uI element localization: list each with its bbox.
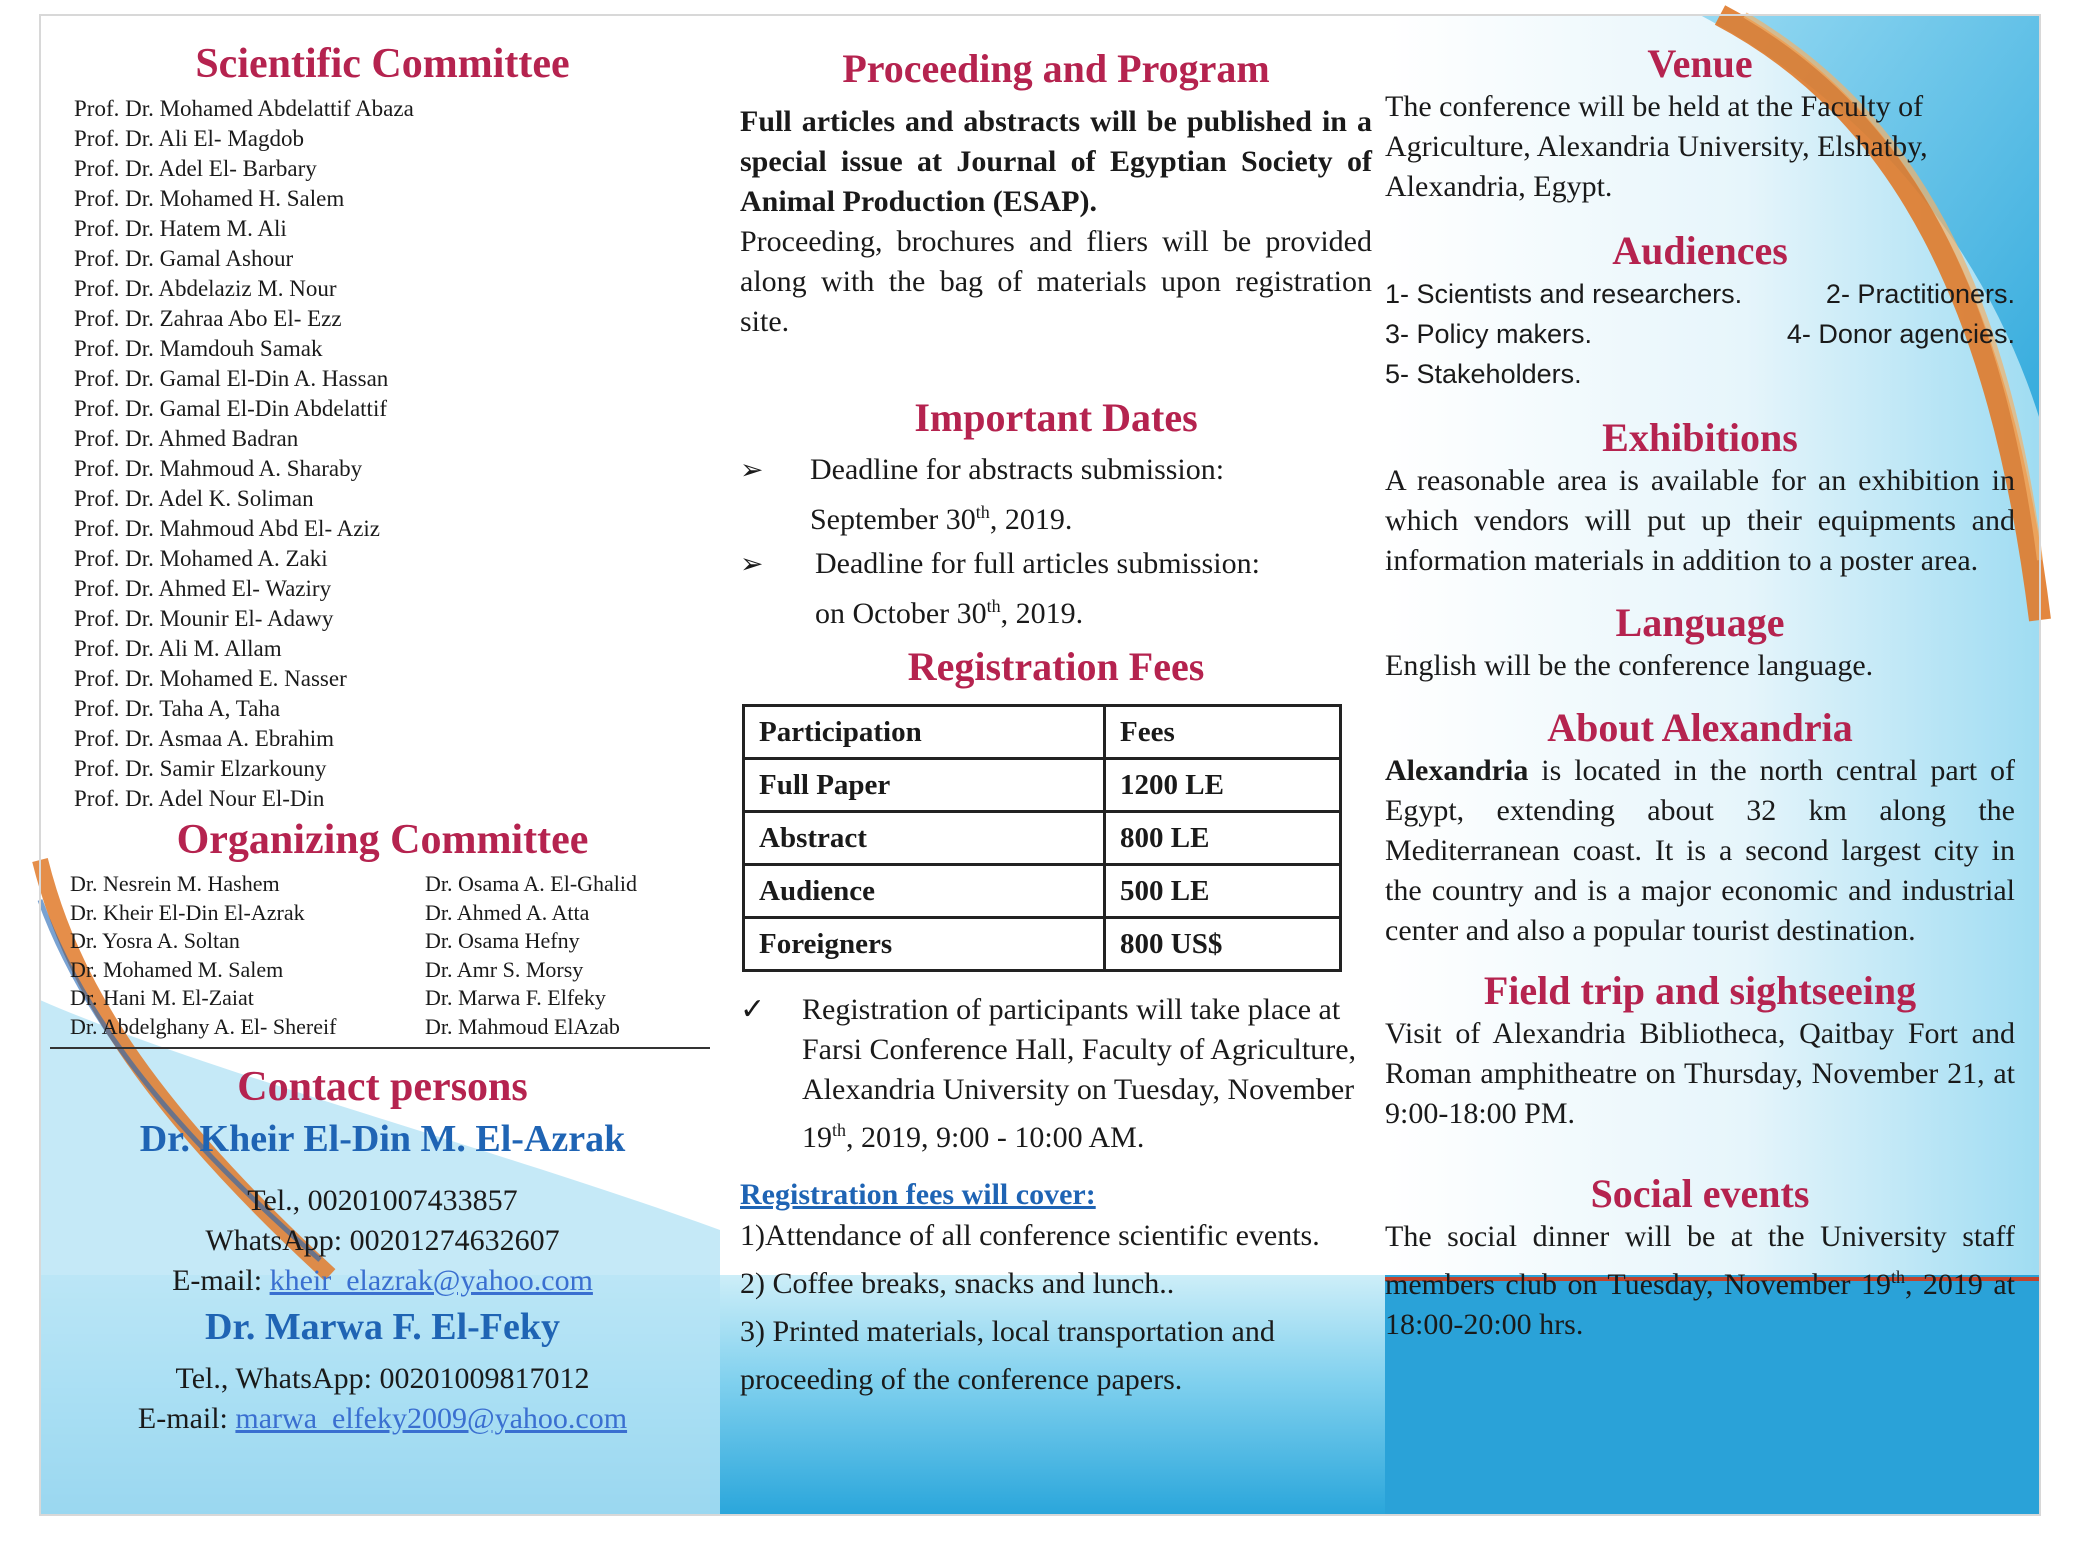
committee-member: Dr. Yosra A. Soltan: [70, 928, 240, 953]
audiences-title: Audiences: [1612, 228, 1788, 273]
social-events-text: The social dinner will be at the University staff members club on Tuesday, November 19th, 2019 at 18:00-20:00 hrs.: [1385, 1220, 2015, 1341]
table-cell: 800 LE: [1105, 812, 1341, 865]
committee-member: Dr. Kheir El-Din El-Azrak: [70, 899, 305, 925]
arrow-bullet-icon: ➢: [740, 453, 764, 486]
arrow-bullet-icon: ➢: [740, 547, 764, 580]
audience-item: 1- Scientists and researchers.: [1385, 279, 1743, 309]
fees-cover-title: Registration fees will cover:: [740, 1178, 1096, 1211]
committee-member: Prof. Dr. Zahraa Abo El- Ezz: [74, 306, 342, 331]
committee-member: Prof. Dr. Mohamed E. Nasser: [74, 666, 347, 691]
language-text: English will be the conference language.: [1385, 649, 1874, 682]
committee-member: Prof. Dr. Ali El- Magdob: [74, 126, 304, 151]
proceeding-materials-text: Proceeding, brochures and fliers will be provided along with the bag of materials upon registration site.: [740, 225, 1372, 338]
contact-2-email-link[interactable]: marwa_elfeky2009@yahoo.com: [235, 1402, 628, 1435]
table-header-cell: Participation: [744, 706, 1105, 759]
contact-2-email-line: [50, 1399, 715, 1439]
contact-1-tel: Tel., 00201007433857: [247, 1184, 518, 1217]
committee-member: Prof. Dr. Adel El- Barbary: [74, 156, 317, 181]
table-cell: Abstract: [744, 812, 1105, 865]
left-panel: [50, 40, 715, 1439]
table-cell: 500 LE: [1105, 865, 1341, 918]
committee-member: Dr. Hani M. El-Zaiat: [70, 985, 254, 1010]
table-cell: Audience: [744, 865, 1105, 918]
committee-member: Prof. Dr. Ali M. Allam: [74, 636, 282, 661]
field-trip-text: Visit of Alexandria Bibliotheca, Qaitbay Fort and Roman amphitheatre on Thursday, November 21, at 9:00-18:00 PM.: [1385, 1017, 2015, 1130]
registration-location-note: ✓ Registration of participants will take place at Farsi Conference Hall, Faculty of Agriculture, Alexandria University on Tuesday, November 19th, 2019, 9:00 - 10:00 AM.: [740, 992, 1357, 1154]
contact-2-name: Dr. Marwa F. El-Feky: [205, 1306, 560, 1348]
committee-member: Prof. Dr. Ahmed El- Waziry: [74, 576, 332, 601]
language-title: Language: [1615, 600, 1785, 645]
exhibitions-text: A reasonable area is available for an exhibition in which vendors will put up their equipments and information materials in addition to a poster area.: [1385, 464, 2015, 577]
scientific-committee-list: [50, 94, 715, 814]
social-events-title: Social events: [1590, 1171, 1810, 1216]
proceeding-publication-text: Full articles and abstracts will be published in a special issue at Journal of Egyptian Society of Animal Production (ESAP).: [740, 105, 1372, 218]
proceeding-title: Proceeding and Program: [842, 46, 1270, 91]
date-item-date: on October 30th, 2019.: [815, 596, 1084, 630]
audience-item: 5- Stakeholders.: [1385, 359, 1582, 389]
committee-member: Prof. Dr. Abdelaziz M. Nour: [74, 276, 337, 301]
committee-member: Prof. Dr. Mohamed H. Salem: [74, 186, 345, 211]
committee-member: Prof. Dr. Gamal Ashour: [74, 246, 294, 271]
date-item-text: Deadline for full articles submission:: [815, 547, 1260, 580]
committee-member: Dr. Osama A. El-Ghalid: [425, 871, 638, 896]
committee-member: Prof. Dr. Mamdouh Samak: [74, 336, 323, 361]
contact-persons-title: Contact persons: [237, 1064, 528, 1110]
exhibitions-title: Exhibitions: [1602, 415, 1798, 460]
contact-1-name: Dr. Kheir El-Din M. El-Azrak: [139, 1118, 626, 1160]
divider: [50, 1047, 710, 1049]
audience-item: 2- Practitioners.: [1825, 279, 2015, 309]
committee-member: Prof. Dr. Asmaa A. Ebrahim: [74, 726, 334, 751]
checkmark-icon: ✓: [740, 992, 766, 1027]
committee-member: Dr. Ahmed A. Atta: [425, 899, 590, 925]
date-item-date: September 30th, 2019.: [810, 502, 1073, 536]
table-row: [744, 918, 1341, 971]
registration-fees-table: [742, 704, 1342, 972]
committee-member: Dr. Marwa F. Elfeky: [425, 985, 606, 1010]
contact-1-whatsapp: WhatsApp: 00201274632607: [205, 1224, 560, 1257]
committee-member: Prof. Dr. Hatem M. Ali: [74, 216, 287, 241]
audience-item: 3- Policy makers.: [1385, 319, 1593, 349]
contact-2-details: [50, 1359, 715, 1439]
contact-1-email-link[interactable]: kheir_elazrak@yahoo.com: [269, 1264, 593, 1297]
committee-member: Dr. Nesrein M. Hashem: [70, 871, 280, 896]
important-dates-title: Important Dates: [914, 395, 1198, 440]
committee-member: Prof. Dr. Mounir El- Adawy: [74, 606, 334, 631]
list-item: 3) Printed materials, local transportation and proceeding of the conference papers.: [740, 1315, 1275, 1396]
scientific-committee-title: Scientific Committee: [195, 41, 570, 87]
committee-member: Dr. Amr S. Morsy: [425, 956, 584, 982]
committee-member: Dr. Abdelghany A. El- Shereif: [70, 1013, 337, 1039]
date-item-abstracts: [740, 449, 1372, 541]
date-item-full-articles: [740, 543, 1372, 635]
organizing-committee-list: [50, 870, 715, 1041]
table-cell: Full Paper: [744, 759, 1105, 812]
committee-member: Prof. Dr. Adel K. Soliman: [74, 486, 314, 511]
list-item: 2) Coffee breaks, snacks and lunch..: [740, 1267, 1175, 1300]
committee-member: Prof. Dr. Taha A, Taha: [74, 696, 281, 721]
table-row: [744, 865, 1341, 918]
email-label: E-mail:: [172, 1264, 270, 1297]
table-cell: 1200 LE: [1105, 759, 1341, 812]
table-cell: 800 US$: [1105, 918, 1341, 971]
committee-member: Prof. Dr. Mahmoud Abd El- Aziz: [74, 516, 380, 541]
table-header-row: [744, 706, 1341, 759]
committee-member: Prof. Dr. Samir Elzarkouny: [74, 756, 327, 781]
fees-cover-list: [740, 1212, 1372, 1404]
middle-panel: [740, 45, 1372, 1404]
about-alexandria-title: About Alexandria: [1547, 705, 1853, 750]
committee-member: Prof. Dr. Mohamed A. Zaki: [74, 546, 328, 571]
email-label: E-mail:: [137, 1402, 236, 1435]
committee-member: Prof. Dr. Mohamed Abdelattif Abaza: [74, 96, 414, 121]
table-row: [744, 812, 1341, 865]
right-panel: [1385, 40, 2015, 1345]
contact-1-details: [50, 1181, 715, 1301]
committee-member: Prof. Dr. Gamal El-Din Abdelattif: [74, 396, 387, 421]
about-alexandria-text: Alexandria is located in the north central part of Egypt, extending about 32 km along the Mediterranean coast. It is a second largest city in the country and is a major economic and industrial center and also a popular tourist destination.: [1385, 754, 2015, 947]
contact-2-tel: Tel., WhatsApp: 00201009817012: [175, 1362, 590, 1395]
audience-item: 4- Donor agencies.: [1786, 319, 2015, 349]
committee-member: Dr. Osama Hefny: [425, 928, 580, 953]
venue-text: The conference will be held at the Faculty of Agriculture, Alexandria University, Elshatby, Alexandria, Egypt.: [1385, 90, 1928, 203]
table-header-cell: Fees: [1105, 706, 1341, 759]
date-item-text: Deadline for abstracts submission:: [810, 453, 1225, 486]
list-item: 1)Attendance of all conference scientific events.: [740, 1219, 1320, 1252]
field-trip-title: Field trip and sightseeing: [1483, 968, 1917, 1013]
organizing-committee-title: Organizing Committee: [176, 817, 589, 863]
committee-member: Prof. Dr. Ahmed Badran: [74, 426, 299, 451]
table-cell: Foreigners: [744, 918, 1105, 971]
committee-member: Dr. Mohamed M. Salem: [70, 956, 284, 982]
committee-member: Prof. Dr. Gamal El-Din A. Hassan: [74, 366, 389, 391]
venue-title: Venue: [1647, 41, 1753, 86]
committee-member: Prof. Dr. Mahmoud A. Sharaby: [74, 456, 363, 481]
table-row: [744, 759, 1341, 812]
committee-member: Dr. Mahmoud ElAzab: [425, 1013, 620, 1039]
audiences-list: [1385, 274, 2015, 394]
committee-member: Prof. Dr. Adel Nour El-Din: [74, 786, 325, 811]
registration-fees-title: Registration Fees: [907, 644, 1205, 689]
important-dates-list: [740, 449, 1372, 635]
contact-1-email-line: [50, 1261, 715, 1301]
